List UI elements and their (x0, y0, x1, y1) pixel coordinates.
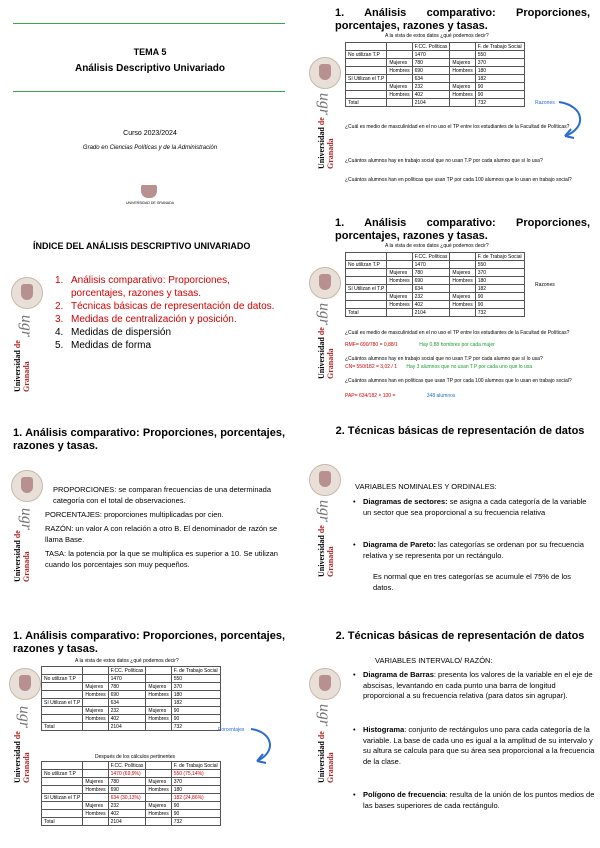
brand-vertical (317, 522, 335, 577)
brand-line1: Universidad (13, 741, 22, 783)
table-row: Mujeres 232 Mujeres 90 (346, 83, 525, 91)
answer-1 (345, 342, 590, 349)
ugr-seal-icon (309, 267, 341, 299)
bullet-term: Diagramas de sectores: (363, 497, 448, 506)
def-term: PROPORCIONES (53, 485, 115, 494)
index-item-2[interactable] (55, 300, 287, 313)
table-row: Hombres 690 Hombres 180 (42, 691, 221, 699)
table-row: Sí Utilizan el T.P 634 182 (346, 75, 525, 83)
table-row: Mujeres 780 Mujeres 370 (42, 778, 221, 786)
razones-label: Razones (535, 282, 555, 288)
def-porcentajes (45, 509, 285, 520)
bullet-term: Diagrama de Pareto: (363, 540, 436, 549)
table-header-row (346, 43, 525, 51)
index-slide (5, 212, 295, 417)
table-row: Hombres 402 Hombres 90 (346, 91, 525, 99)
table-row: No utilizan T.P 1470 550 (346, 261, 525, 269)
ugr-seal-icon (309, 464, 341, 496)
answer-3 (345, 393, 590, 400)
col-header: F.CC. Políticas (412, 253, 450, 261)
definitions-list (45, 484, 285, 570)
ugr-seal-icon (9, 668, 41, 700)
answer-formula: PAP= 634/182 × 100 = (345, 393, 396, 399)
nominal-heading: 2. Técnicas básicas de representación de datos (335, 425, 585, 437)
brand-line1: Universidad (317, 337, 326, 379)
cover-tema: TEMA 5 (133, 47, 167, 57)
index-item-4[interactable] (55, 326, 287, 339)
ugr-sigla: ugr (18, 314, 36, 338)
table-row: Sí Utilizan el T.P 634 182 (42, 699, 221, 707)
ugr-seal-icon (11, 277, 43, 309)
table-row: Mujeres 780 Mujeres 370 (346, 59, 525, 67)
index-num: 5. (55, 340, 64, 351)
col-header: F.CC. Políticas (108, 667, 146, 675)
index-num: 2. (55, 301, 64, 312)
bullet-pareto: • Diagrama de Pareto: las categorías se ordenan por su frecuencia relativa y se representa por un rectángulo. (353, 540, 584, 560)
col-header: F. de Trabajo Social (475, 43, 524, 51)
raw-data-table (345, 42, 525, 107)
interval-heading: 2. Técnicas básicas de representación de datos (335, 630, 585, 642)
def-proporciones (45, 484, 285, 506)
table-row: Mujeres 780 Mujeres 370 (346, 269, 525, 277)
bullet-text: las categorías se ordenan por su frecuencia relativa y se representa por un rectángulo. (363, 540, 584, 560)
brand-vertical (317, 324, 335, 379)
brand-line1: Universidad (317, 127, 326, 169)
brand-line2: de Granada (317, 327, 335, 379)
def-text: : un valor A con relación a otro B. El denominador de razón se llama Base. (45, 524, 278, 544)
table-header-row (346, 253, 525, 261)
definitions-heading: 1. Análisis comparativo: Proporciones, porcentajes, razones y tasas. (13, 427, 285, 452)
brand-vertical (13, 728, 31, 783)
bullet-poligono: • Polígono de frecuencia: resulta de la unión de los puntos medios de las bases superiores de cada rectángulo. (353, 790, 595, 810)
bullet-histograma: • Histograma: conjunto de rectángulos uno para cada categoría de la variable. La base de cada uno es igual a la amplitud de su intervalo y su altura se calcula para que su área sea proporcional a la frecuencia de la clase. (353, 725, 595, 766)
answer-note: Hay 0,88 hombres por cada mujer (419, 342, 495, 348)
table-row: No utilizan T.P 1470 (69,9%) 550 (75,14%) (42, 770, 221, 778)
brand-vertical (317, 114, 335, 169)
def-text: : se comparan frecuencias de una determinada categoría con el total de observaciones. (53, 485, 272, 505)
index-item-1[interactable] (55, 274, 287, 300)
razones-answers-slide (305, 212, 595, 417)
def-term: TASA (45, 549, 65, 558)
porcentajes-label: Porcentajes (218, 727, 245, 733)
cover-degree: Grado en Ciencias Políticas y de la Administración (82, 145, 218, 151)
index-item-text: Medidas de forma (71, 340, 152, 351)
razones-label: Razones (535, 100, 555, 106)
answer-formula: RMF= 690/780 = 0,88/1 (345, 342, 398, 348)
cover-course: Curso 2023/2024 (123, 130, 177, 137)
cover-slide (5, 5, 295, 210)
def-text: : la potencia por la que se multiplica es superior a 10. Se utilizan cuando los porcentajes son muy pequeños. (45, 549, 278, 569)
table-row: Total 2104 732 (346, 99, 525, 107)
table-row: Total 2104 732 (346, 309, 525, 317)
table-row: Hombres 402 Hombres 90 (42, 715, 221, 723)
answer-note: 348 alumnos (426, 393, 456, 399)
question-3: ¿Cuántos alumnos han en políticas que usan TP por cada 100 alumnos que lo usan en trabajo social? (345, 378, 572, 384)
bullet-text: : resulta de la unión de los puntos medios de las bases superiores de cada rectángulo. (363, 790, 595, 810)
table-subtitle: A la vista de estos datos ¿qué podemos decir? (385, 33, 489, 39)
def-term: PORCENTAJES (45, 510, 100, 519)
table-row: Mujeres 780 Mujeres 370 (42, 683, 221, 691)
brand-line2: de Granada (317, 117, 335, 169)
ugr-sigla: ugr (316, 92, 334, 116)
brand-line2: de Granada (317, 525, 335, 577)
brand-line1: Universidad (13, 540, 22, 582)
index-item-text: Medidas de centralización y posición. (71, 314, 237, 325)
nominal-slide (305, 422, 595, 627)
table-row: Sí Utilizan el T.P 634 (30,13%) 182 (24,86%) (42, 794, 221, 802)
university-logo-text: UNIVERSIDAD DE GRANADA (125, 201, 175, 205)
def-term: RAZÓN (45, 524, 72, 533)
index-item-5[interactable] (55, 339, 287, 352)
index-item-text: Medidas de dispersión (71, 327, 172, 338)
answer-note: Hay 3 alumnos que no usan T.P por cada uno que lo usa (406, 364, 533, 370)
curved-arrow-icon (243, 727, 283, 767)
razones-heading: 1. Análisis comparativo: Proporciones, porcentajes, razones y tasas. (335, 7, 590, 32)
green-rule-top (13, 23, 285, 24)
raw-data-table (41, 666, 221, 731)
table-subtitle: A la vista de estos datos ¿qué podemos decir? (385, 243, 489, 249)
brand-vertical (13, 337, 31, 392)
answer-2 (345, 364, 590, 371)
index-num: 4. (55, 327, 64, 338)
table-row: Sí Utilizan el T.P 634 182 (346, 285, 525, 293)
answers-heading: 1. Análisis comparativo: Proporciones, porcentajes, razones y tasas. (335, 217, 590, 242)
brand-vertical (13, 527, 31, 582)
def-tasa (45, 548, 285, 570)
def-text: : proporciones multiplicadas por cien. (99, 510, 224, 519)
table-header-row (42, 762, 221, 770)
table-subtitle: A la vista de estos datos ¿qué podemos decir? (75, 658, 179, 664)
table-row: Hombres 402 Hombres 90 (42, 810, 221, 818)
percent-data-table (41, 761, 221, 826)
brand-line2: de Granada (13, 731, 31, 783)
question-1: ¿Cuál es medio de masculinidad en el no uso el TP entre los estudiantes de la Facultad de Políticas? (345, 124, 570, 130)
brand-line2: de Granada (317, 731, 335, 783)
answer-formula: CN= 550/182 = 3,02 / 1 (345, 364, 397, 370)
cover-title: Análisis Descriptivo Univariado (74, 63, 226, 74)
col-header: F. de Trabajo Social (171, 667, 220, 675)
bullet-sectores: • Diagramas de sectores: se asigna a cada categoría de la variable un sector que sea proporcional a su frecuencia relativa (353, 497, 587, 517)
bullet-text: se asigna a cada categoría de la variable un sector que sea proporcional a su frecuencia relativa (363, 497, 587, 517)
question-3: ¿Cuántos alumnos han en políticas que usan TP por cada 100 alumnos que lo usan en trabajo social? (345, 177, 572, 183)
ugr-sigla: ugr (18, 507, 36, 531)
index-item-text: Análisis comparativo: Proporciones, porcentajes, razones y tasas. (71, 275, 230, 299)
col-header: F.CC. Políticas (412, 43, 450, 51)
index-item-3[interactable] (55, 313, 287, 326)
col-header: F.CC. Políticas (108, 762, 146, 770)
brand-line1: Universidad (317, 741, 326, 783)
table-row: No utilizan T.P 1470 550 (42, 675, 221, 683)
raw-data-table (345, 252, 525, 317)
index-list (55, 274, 287, 352)
university-crest-icon (141, 185, 157, 198)
percentages-heading: 1. Análisis comparativo: Proporciones, porcentajes, razones y tasas. (13, 630, 285, 655)
index-num: 1. (55, 275, 64, 286)
ugr-seal-icon (11, 470, 43, 502)
table-row: Hombres 690 Hombres 180 (346, 67, 525, 75)
def-razon (45, 523, 285, 545)
question-2: ¿Cuántos alumnos hay en trabajo social que no usan T.P por cada alumno que sí lo usa? (345, 356, 543, 362)
bullet-term: Polígono de frecuencia (363, 790, 446, 799)
col-header: F. de Trabajo Social (171, 762, 220, 770)
bullet-barras: • Diagrama de Barras: presenta los valores de la variable en el eje de abscisas, levantando en cada punto una barra de longitud proporcional a su frecuencia relativa (para datos sin agrupar). (353, 670, 593, 700)
table-row: Mujeres 232 Mujeres 90 (346, 293, 525, 301)
question-1: ¿Cuál es medio de masculinidad en el no uso el TP entre los estudiantes de la Facultad de Políticas? (345, 330, 570, 336)
ugr-sigla: ugr (316, 499, 334, 523)
question-2: ¿Cuántos alumnos hay en trabajo social que no usan T.P por cada alumno que sí lo usa? (345, 158, 543, 164)
bullet-term: Diagrama de Barras (363, 670, 434, 679)
percentages-slide (5, 630, 295, 845)
bullet-term: Histograma (363, 725, 405, 734)
col-header: F. de Trabajo Social (475, 253, 524, 261)
table-row: Mujeres 232 Mujeres 90 (42, 802, 221, 810)
nominal-subheading: VARIABLES NOMINALES Y ORDINALES: (355, 482, 497, 491)
index-title: ÍNDICE DEL ANÁLISIS DESCRIPTIVO UNIVARIADO (33, 241, 251, 251)
table-row: Hombres 690 Hombres 180 (42, 786, 221, 794)
green-rule-bottom (13, 91, 285, 92)
table-row: Total 2104 732 (42, 723, 221, 731)
definitions-slide (5, 422, 295, 627)
index-num: 3. (55, 314, 64, 325)
index-item-text: Técnicas básicas de representación de datos. (71, 301, 275, 312)
razones-slide (305, 2, 595, 207)
interval-subheading: VARIABLES INTERVALO/ RAZÓN: (375, 656, 493, 665)
table-row: Hombres 402 Hombres 90 (346, 301, 525, 309)
curved-arrow-icon (553, 100, 593, 142)
pareto-note: Es normal que en tres categorías se acumule el 75% de los datos. (373, 572, 572, 592)
brand-line2: de Granada (13, 530, 31, 582)
bullet-text: : conjunto de rectángulos uno para cada categoría de la variable. La base de cada uno es igual a la amplitud de su intervalo y su altura se calcula para que su área sea proporcional a la frecuencia de la clase. (363, 725, 595, 766)
ugr-seal-icon (309, 57, 341, 89)
brand-vertical (317, 728, 335, 783)
brand-line1: Universidad (13, 350, 22, 392)
table-row: Hombres 690 Hombres 180 (346, 277, 525, 285)
ugr-sigla: ugr (16, 705, 34, 729)
ugr-sigla: ugr (316, 703, 334, 727)
table-row: Mujeres 232 Mujeres 90 (42, 707, 221, 715)
ugr-seal-icon (309, 668, 341, 700)
ugr-sigla: ugr (316, 302, 334, 326)
brand-line2: de Granada (13, 340, 31, 392)
after-calculations: Después de los cálculos pertinentes (95, 754, 176, 760)
table-header-row (42, 667, 221, 675)
bullet-text: : presenta los valores de la variable en el eje de abscisas, levantando en cada punto una barra de longitud proporcional a su frecuencia relativa (para datos sin agrupar). (363, 670, 593, 700)
table-row: No utilizan T.P 1470 550 (346, 51, 525, 59)
brand-line1: Universidad (317, 535, 326, 577)
table-row: Total 2104 732 (42, 818, 221, 826)
interval-slide (305, 630, 595, 845)
